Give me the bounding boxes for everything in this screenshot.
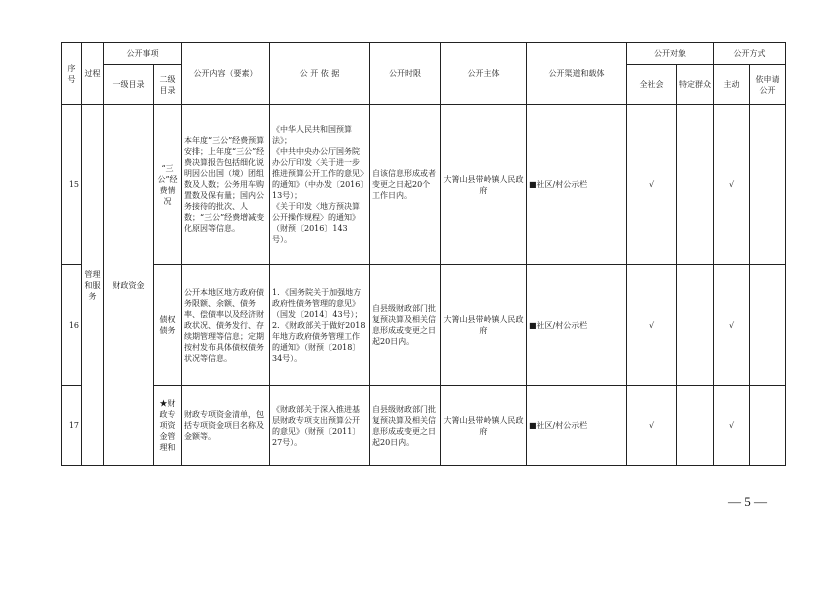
row-content: 财政专项资金清单，包括专项资金项目名称及金额等。: [182, 386, 270, 466]
row-time-limit: 自县级财政部门批复预决算及相关信息形成或变更之日起20日内。: [370, 386, 441, 466]
row-channel: ■社区/村公示栏: [527, 105, 627, 265]
header-content: 公开内容（要素）: [182, 43, 270, 105]
row-basis: 《中华人民共和国预算法》； 《中共中央办公厅国务院办公厅印发〈关于进一步推进预算公开工作的意见〉的通知》（中办发〔2016〕13号）； 《关于印发〈地方预决算公开操作规程〉的通知》（财预〔2016〕143号）。: [270, 105, 370, 265]
row-on-request: [750, 386, 786, 466]
row-level2: 债权债务: [154, 265, 182, 386]
row-subject: 大箐山县带岭镇人民政府: [441, 265, 527, 386]
header-on-request: 依申请公开: [750, 65, 786, 105]
row-specific-group: [677, 386, 714, 466]
row-time-limit: 自该信息形成或者变更之日起20个工作日内。: [370, 105, 441, 265]
row-seq: 17: [62, 386, 82, 466]
header-process: 过程: [82, 43, 104, 105]
table-row: [62, 265, 786, 386]
row-whole-society: √: [627, 105, 677, 265]
row-subject: 大箐山县带岭镇人民政府: [441, 386, 527, 466]
header-level2: 二级目录: [154, 65, 182, 105]
header-basis: 公 开 依 据: [270, 43, 370, 105]
header-seq: 序号: [62, 43, 82, 105]
process-cell: 管理和服务: [82, 105, 104, 466]
disclosure-table: [61, 42, 786, 466]
row-channel: ■社区/村公示栏: [527, 386, 627, 466]
header-specific-group: 特定群众: [677, 65, 714, 105]
row-on-request: [750, 105, 786, 265]
level1-cell: 财政资金: [104, 105, 154, 466]
row-channel: ■社区/村公示栏: [527, 265, 627, 386]
row-active: √: [714, 265, 750, 386]
row-whole-society: √: [627, 265, 677, 386]
row-seq: 16: [62, 265, 82, 386]
row-level2: “三公”经费情况: [154, 105, 182, 265]
header-items-group: 公开事项: [104, 43, 182, 65]
page-number: — 5 —: [728, 494, 767, 509]
row-content: 公开本地区地方政府债务限额、余额、债务率、偿债率以及经济财政状况、债务发行、存续期管理等信息；定期按村发布具体债权债务状况等信息。: [182, 265, 270, 386]
header-target-group: 公开对象: [627, 43, 714, 65]
header-subject: 公开主体: [441, 43, 527, 105]
header-whole-society: 全社会: [627, 65, 677, 105]
table-row: [62, 105, 786, 265]
header-level1: 一级目录: [104, 65, 154, 105]
header-time-limit: 公开时限: [370, 43, 441, 105]
row-on-request: [750, 265, 786, 386]
header-channel: 公开渠道和载体: [527, 43, 627, 105]
row-content: 本年度“三公”经费预算安排；上年度“三公”经费决算报告包括细化说明因公出国（境）团组数及人数；公务用车购置数及保有量；国内公务接待的批次、人数；“三公”经费增减变化原因等信息。: [182, 105, 270, 265]
row-basis: 《财政部关于深入推进基层财政专项支出预算公开的意见》（财预〔2011〕27号）。: [270, 386, 370, 466]
row-time-limit: 自县级财政部门批复预决算及相关信息形成或变更之日起20日内。: [370, 265, 441, 386]
row-specific-group: [677, 105, 714, 265]
row-active: √: [714, 386, 750, 466]
row-level2: ★财政专项资金管理和: [154, 386, 182, 466]
row-seq: 15: [62, 105, 82, 265]
table-row: [62, 386, 786, 466]
row-subject: 大箐山县带岭镇人民政府: [441, 105, 527, 265]
row-specific-group: [677, 265, 714, 386]
header-method-group: 公开方式: [714, 43, 786, 65]
row-active: √: [714, 105, 750, 265]
row-whole-society: √: [627, 386, 677, 466]
row-basis: 1．《国务院关于加强地方政府性债务管理的意见》（国发〔2014〕43号）； 2．《财政部关于做好2018年地方政府债务管理工作的通知》（财预〔2018〕34号）。: [270, 265, 370, 386]
header-active: 主动: [714, 65, 750, 105]
